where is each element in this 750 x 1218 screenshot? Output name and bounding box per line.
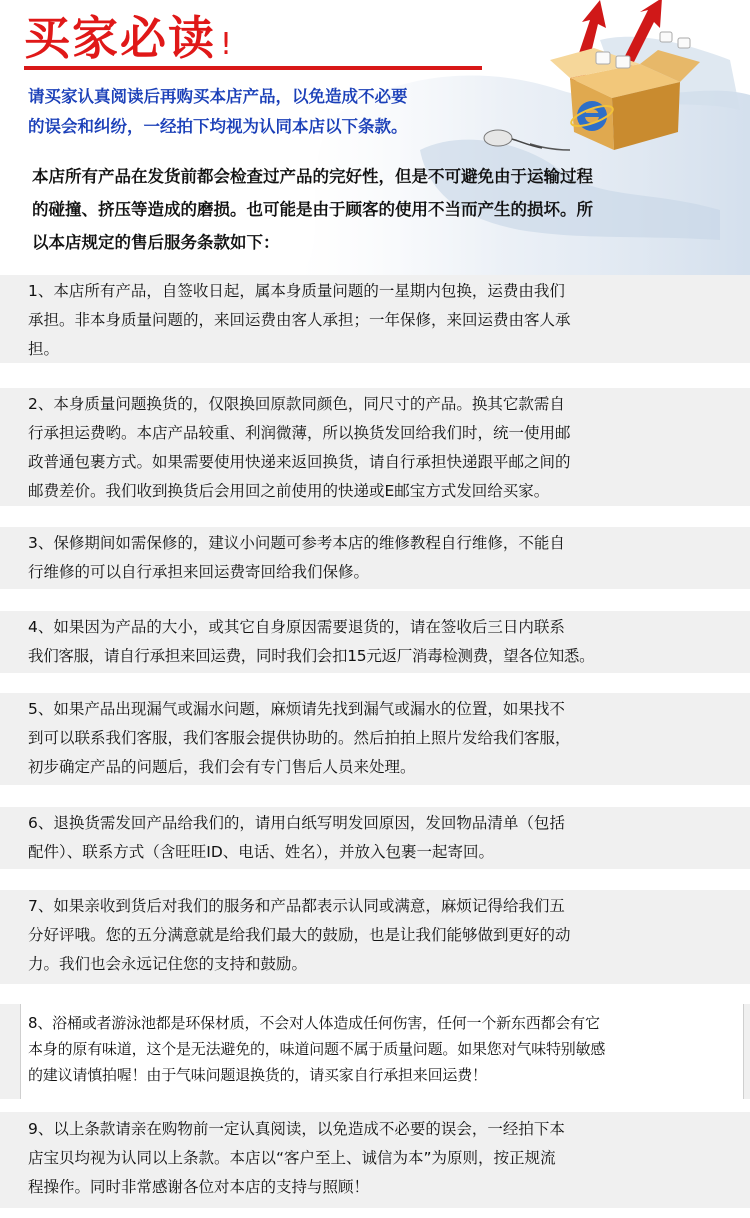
mouse-icon <box>482 126 542 156</box>
buyer-notice: 请买家认真阅读后再购买本店产品，以免造成不必要 的误会和纠纷，一经拍下均视为认同本店以下条款。 <box>28 87 408 136</box>
term-text: 4、如果因为产品的大小，或其它自身原因需要退货的，请在签收后三日内联系 我们客服，请自行承担来回运费，同时我们会扣15元返厂消毒检测费，望各位知悉。 <box>28 618 595 665</box>
term-text: 2、本身质量问题换货的，仅限换回原款同颜色，同尺寸的产品。换其它款需自 行承担运费哟。本店产品较重、利润微薄，所以换货发回给我们时，统一使用邮 政普通包裹方式。如果需要使用快递来返回换货，请自行承担快递跟平邮之间的 邮费差价。我们收到换货后会用回之前使用的快递或E邮宝方式发回给买家。 <box>28 395 571 500</box>
term-text: 5、如果产品出现漏气或漏水问题，麻烦请先找到漏气或漏水的位置，如果找不 到可以联系我们客服，我们客服会提供协助的。然后拍拍上照片发给我们客服， 初步确定产品的问题后，我们会有专门售后人员来处理。 <box>28 700 571 776</box>
term-text: 9、以上条款请亲在购物前一定认真阅读，以免造成不必要的误会，一经拍下本 店宝贝均视为认同以上条款。本店以“客户至上、诚信为本”为原则，按正规流 程操作。同时非常感谢各位对本店的支持与照顾！ <box>28 1120 565 1196</box>
intro-text: 本店所有产品在发货前都会检查过产品的完好性，但是不可避免由于运输过程 的碰撞、挤压等造成的磨损。也可能是由于顾客的使用不当而产生的损坏。所 以本店规定的售后服务条款如下： <box>32 167 593 252</box>
term-section-4 <box>0 611 750 673</box>
term-section-1 <box>0 275 750 363</box>
header <box>0 0 750 275</box>
page-title: 买家必读 ! <box>24 11 235 65</box>
term-section-2 <box>0 388 750 506</box>
term-section-7 <box>0 890 750 984</box>
term-section-5 <box>0 693 750 785</box>
title-underline <box>24 66 482 70</box>
term-text: 3、保修期间如需保修的，建议小问题可参考本店的维修教程自行维修，不能自 行维修的可以自行承担来回运费寄回给我们保修。 <box>28 534 565 581</box>
term-section-6 <box>0 807 750 869</box>
term-text: 8、浴桶或者游泳池都是环保材质，不会对人体造成任何伤害，任何一个新东西都会有它 本身的原有味道，这个是无法避免的，味道问题不属于质量问题。如果您对气味特别敏感 的建议请慎拍喔！由于气味问题退换货的，请买家自行承担来回运费！ <box>28 1014 606 1084</box>
term-section-9 <box>0 1112 750 1208</box>
term-text: 6、退换货需发回产品给我们的，请用白纸写明发回原因，发回物品清单（包括 配件）、联系方式（含旺旺ID、电话、姓名），并放入包裹一起寄回。 <box>28 814 565 861</box>
term-section-3 <box>0 527 750 589</box>
term-text: 7、如果亲收到货后对我们的服务和产品都表示认同或满意，麻烦记得给我们五 分好评哦。您的五分满意就是给我们最大的鼓励，也是让我们能够做到更好的动 力。我们也会永远记住您的支持和鼓励。 <box>28 897 571 973</box>
term-text: 1、本店所有产品，自签收日起，属本身质量问题的一星期内包换，运费由我们 承担。非本身质量问题的，来回运费由客人承担；一年保修，来回运费由客人承 担。 <box>28 282 571 358</box>
shopping-box-icon <box>530 0 750 160</box>
term-section-8 <box>0 1004 750 1099</box>
